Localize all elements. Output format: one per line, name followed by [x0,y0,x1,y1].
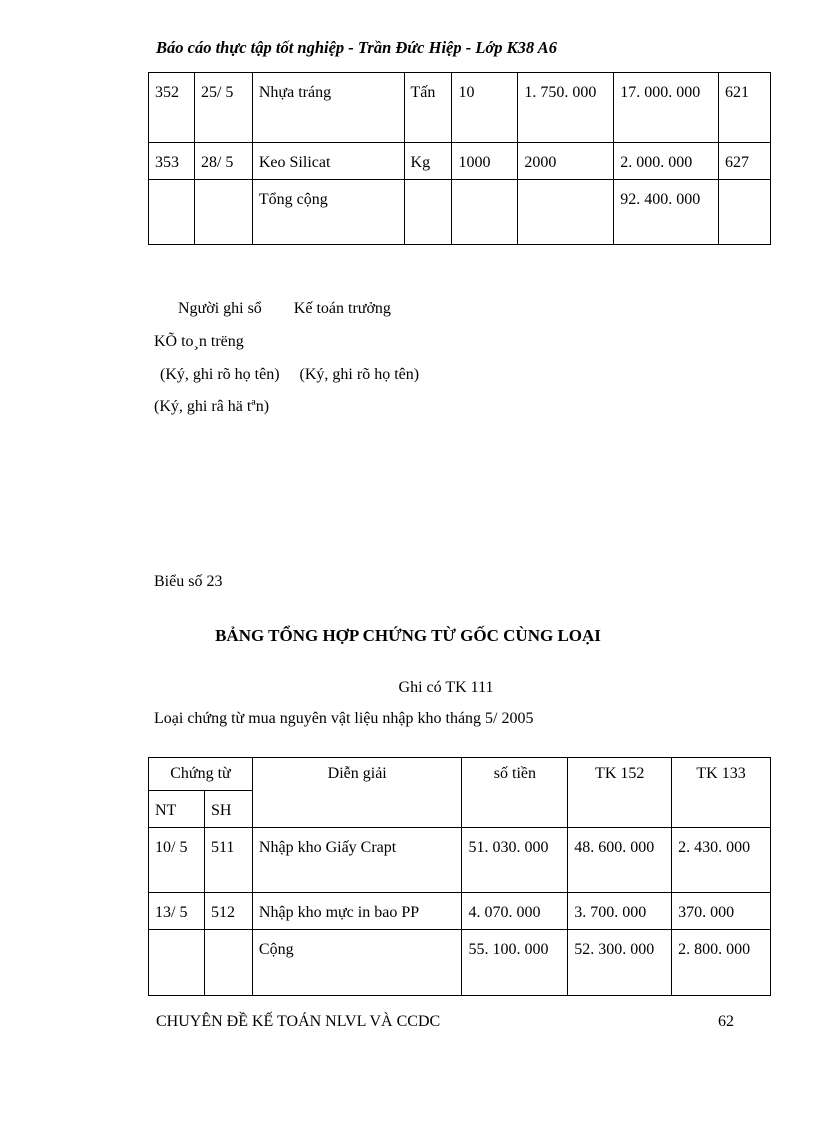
cell-so: 352 [149,73,195,143]
cell-so-luong [452,180,518,245]
table-row [149,893,771,930]
cell-tk133: 2. 800. 000 [672,930,771,996]
header-dien-giai: Diễn giải [252,758,462,828]
footer-label: CHUYÊN ĐỀ KẾ TOÁN NLVL VÀ CCDC [156,1013,441,1030]
cell-tk152: 52. 300. 000 [568,930,672,996]
cell-sh [204,930,252,996]
cell-so-tien: 51. 030. 000 [462,828,568,893]
cell-ngay [194,180,252,245]
ledger-table [148,72,771,245]
cell-so-tien: 4. 070. 000 [462,893,568,930]
cell-ten: Nhựa tráng [252,73,404,143]
page-title: BẢNG TỔNG HỢP CHỨNG TỪ GỐC CÙNG LOẠI [215,626,601,645]
header-tk152: TK 152 [568,758,672,828]
cell-dvt: Tấn [404,73,452,143]
header-tk133: TK 133 [672,758,771,828]
table-row [149,73,771,143]
header-sh: SH [204,791,252,828]
cell-dien-giai: Nhập kho Giấy Crapt [252,828,462,893]
page-number: 62 [718,1013,734,1030]
bieu-so-label: Biểu số 23 [154,573,223,590]
cell-nt: 13/ 5 [149,893,205,930]
cell-sh: 512 [204,893,252,930]
cell-ten: Keo Silicat [252,143,404,180]
cell-nt: 10/ 5 [149,828,205,893]
description: Loại chứng từ mua nguyên vật liệu nhập kho tháng 5/ 2005 [154,710,534,727]
cell-dien-giai: Cộng [252,930,462,996]
cell-so: 353 [149,143,195,180]
table-row [149,180,771,245]
cell-so [149,180,195,245]
cell-ngay: 28/ 5 [194,143,252,180]
cell-nt [149,930,205,996]
signature-note-garbled: (Ký, ghi râ hä tªn) [154,398,270,415]
cell-tk152: 48. 600. 000 [568,828,672,893]
cell-dvt [404,180,452,245]
cell-don-gia: 2000 [518,143,614,180]
cell-tk152: 3. 700. 000 [568,893,672,930]
cell-so-luong: 10 [452,73,518,143]
subtitle: Ghi có TK 111 [398,679,494,696]
summary-table [148,757,771,996]
table-row [149,143,771,180]
cell-don-gia: 1. 750. 000 [518,73,614,143]
cell-thanh-tien: 17. 000. 000 [614,73,719,143]
header-chung-tu: Chứng từ [149,758,253,791]
signature-titles: Người ghi sổ Kế toán trưởng [178,300,391,317]
cell-dien-giai: Nhập kho mực in bao PP [252,893,462,930]
signature-title-garbled: KÕ to¸n trëng [154,333,244,350]
cell-ngay: 25/ 5 [194,73,252,143]
page-header: Báo cáo thực tập tốt nghiệp - Trần Đức Hiệp - Lớp K38 A6 [156,38,557,57]
cell-tk133: 370. 000 [672,893,771,930]
cell-tk133: 2. 430. 000 [672,828,771,893]
cell-tk: 621 [719,73,771,143]
header-nt: NT [149,791,205,828]
table-row [149,930,771,996]
cell-so-luong: 1000 [452,143,518,180]
cell-sh: 511 [204,828,252,893]
cell-don-gia [518,180,614,245]
cell-thanh-tien: 92. 400. 000 [614,180,719,245]
cell-dvt: Kg [404,143,452,180]
cell-tk [719,180,771,245]
signature-notes: (Ký, ghi rõ họ tên) (Ký, ghi rõ họ tên) [160,366,420,383]
cell-tk: 627 [719,143,771,180]
header-so-tien: số tiền [462,758,568,828]
cell-thanh-tien: 2. 000. 000 [614,143,719,180]
table-row [149,828,771,893]
header-row [149,758,771,791]
cell-ten: Tổng cộng [252,180,404,245]
cell-so-tien: 55. 100. 000 [462,930,568,996]
